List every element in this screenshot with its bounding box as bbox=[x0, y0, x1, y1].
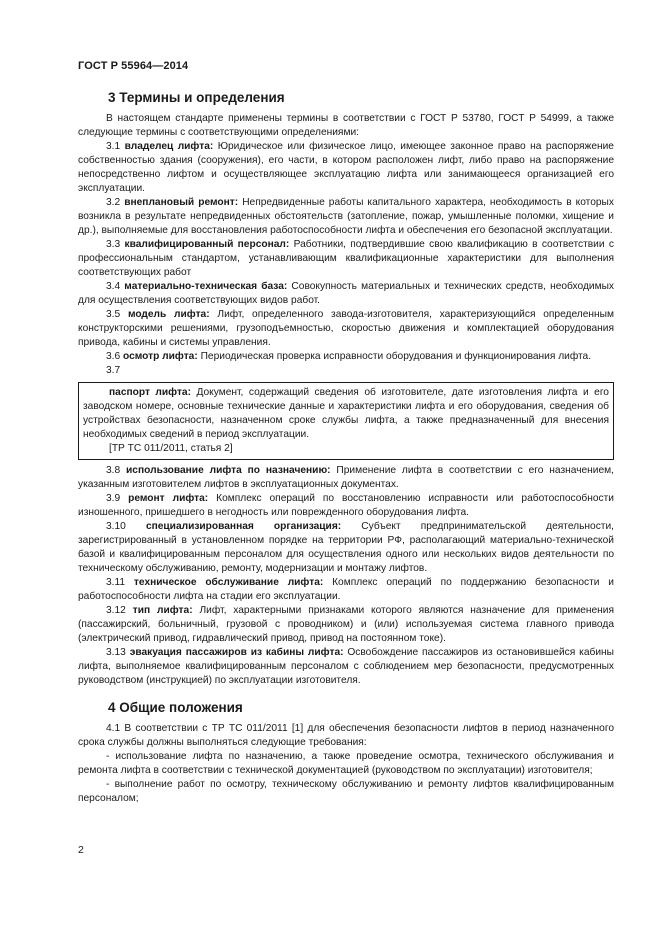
section-4-item: - выполнение работ по осмотру, техническому обслуживанию и ремонту лифтов квалифицированным персоналом; bbox=[78, 779, 614, 804]
term-text: Работники, подтвердившие свою квалификацию в соответствии с профессиональным стандартом, устанавливающим квалификационные характеристики для выполнения соответствующих работ bbox=[78, 239, 614, 278]
term-name: эвакуация пассажиров из кабины лифта: bbox=[129, 647, 344, 658]
term-text: Применение лифта в соответствии с его назначением, указанным изготовителем лифтов в эксплуатационных документах. bbox=[78, 465, 614, 490]
term-definition bbox=[78, 520, 614, 576]
term-definition bbox=[78, 604, 614, 646]
term-definition bbox=[78, 464, 614, 492]
term-name: квалифицированный персонал: bbox=[124, 239, 290, 250]
term-3-7-source: [ТР ТС 011/2011, статья 2] bbox=[109, 443, 233, 454]
term-3-7-definition bbox=[83, 386, 609, 442]
term-name: осмотр лифта: bbox=[123, 351, 198, 362]
terms-list-continued bbox=[78, 464, 614, 688]
term-number: 3.1 bbox=[106, 141, 121, 152]
section-3-title: 3 Термины и определения bbox=[108, 90, 285, 105]
document-header: ГОСТ Р 55964—2014 bbox=[78, 60, 189, 72]
term-definition bbox=[78, 492, 614, 520]
section-4-title: 4 Общие положения bbox=[108, 700, 243, 715]
term-name: техническое обслуживание лифта: bbox=[133, 577, 324, 588]
term-name: модель лифта: bbox=[127, 309, 210, 320]
term-name: тип лифта: bbox=[132, 605, 193, 616]
term-name: внеплановый ремонт: bbox=[124, 197, 239, 208]
term-definition bbox=[78, 196, 614, 238]
term-number: 3.2 bbox=[106, 197, 121, 208]
term-number: 3.12 bbox=[106, 605, 126, 616]
term-text: Лифт, характерными признаками которого являются назначение для применения (пассажирский, больничный, грузовой с проводником) и (или) используемая система главного привода (электрический привод, гидравлический привод, привод на постоянном токе). bbox=[78, 605, 614, 644]
term-definition bbox=[78, 140, 614, 196]
term-text: Освобождение пассажиров из остановившейся кабины лифта, выполняемое квалифицированным персоналом с соблюдением мер безопасности, предусмотренных руководством (инструкцией) по эксплуатации изготовителя. bbox=[78, 647, 614, 686]
term-number: 3.6 bbox=[106, 351, 121, 362]
quoted-definition-box bbox=[78, 382, 614, 460]
term-number: 3.10 bbox=[106, 521, 126, 532]
terms-list bbox=[78, 140, 614, 364]
section-4 bbox=[78, 700, 614, 806]
section-3-intro: В настоящем стандарте применены термины в соответствии с ГОСТ Р 53780, ГОСТ Р 54999, а также следующие термины с соответствующими определениями: bbox=[78, 113, 614, 138]
term-3-7-number: 3.7 bbox=[106, 365, 121, 376]
term-3-7-term: паспорт лифта: bbox=[109, 387, 191, 398]
term-definition bbox=[78, 238, 614, 280]
term-text: Субъект предпринимательской деятельности, зарегистрированный в установленном порядке на территории РФ, располагающий материально-технической базой и квалифицированным персоналом для осуществления одного или нескольких видов деятельности по техническому обслуживанию, ремонту, модернизации и монтажу лифтов. bbox=[78, 521, 614, 574]
page-content bbox=[78, 90, 614, 806]
term-definition bbox=[78, 280, 614, 308]
term-text: Непредвиденные работы капитального характера, необходимость в которых возникла в результате непредвиденных обстоятельств (затопление, пожар, умышленные поломки, хищение и др.), выполняемые для восстановления работоспособности лифта и обеспечения его безопасной эксплуатации. bbox=[78, 197, 614, 236]
term-text: Лифт, определенного завода-изготовителя, характеризующийся определенным конструкторскими решениями, грузоподъемностью, скоростью движения и комплектацией оборудования привода, кабины и системы управления. bbox=[78, 309, 614, 348]
section-4-p1: 4.1 В соответствии с ТР ТС 011/2011 [1] для обеспечения безопасности лифтов в период назначенного срока службы должны выполняться следующие требования: bbox=[78, 723, 614, 748]
term-text: Комплекс операций по поддержанию безопасности и работоспособности лифта на стадии его эксплуатации. bbox=[78, 577, 614, 602]
term-text: Юридическое или физическое лицо, имеющее законное право на распоряжение собственностью здания (сооружения), его части, в котором расположен лифт, либо право на распоряжение непосредственно лифтом и осуществляющее эксплуатацию лифта или занимающееся организацией его эксплуатации. bbox=[78, 141, 614, 194]
term-text: Совокупность материальных и технических средств, необходимых для осуществления соответствующих видов работ. bbox=[78, 281, 614, 306]
term-name: использование лифта по назначению: bbox=[126, 465, 331, 476]
term-definition bbox=[78, 576, 614, 604]
term-definition bbox=[78, 646, 614, 688]
term-text: Периодическая проверка исправности оборудования и функционирования лифта. bbox=[200, 351, 592, 362]
term-definition bbox=[78, 308, 614, 350]
term-number: 3.5 bbox=[106, 309, 121, 320]
term-name: владелец лифта: bbox=[124, 141, 214, 152]
term-number: 3.13 bbox=[106, 647, 126, 658]
term-name: ремонт лифта: bbox=[128, 493, 209, 504]
term-number: 3.9 bbox=[106, 493, 121, 504]
term-3-7-text: Документ, содержащий сведения об изготовителе, дате изготовления лифта и его заводском номере, основные технические данные и характеристики лифта и его оборудования, сведения об устройствах безопасности, назначенном сроке службы лифта, а также предназначенный для внесения необходимых сведений в период эксплуатации. bbox=[83, 387, 609, 440]
term-name: материально-техническая база: bbox=[124, 281, 288, 292]
section-4-item: - использование лифта по назначению, а также проведение осмотра, технического обслуживания и ремонта лифта в соответствии с технической документацией (руководством по эксплуатации) изготовителя; bbox=[78, 751, 614, 776]
term-name: специализированная организация: bbox=[145, 521, 342, 532]
term-number: 3.3 bbox=[106, 239, 121, 250]
term-number: 3.4 bbox=[106, 281, 121, 292]
term-number: 3.8 bbox=[106, 465, 121, 476]
term-definition bbox=[78, 350, 614, 364]
term-number: 3.11 bbox=[106, 577, 126, 588]
term-text: Комплекс операций по восстановлению исправности или работоспособности изношенного, пришедшего в негодность или поврежденного оборудования лифта. bbox=[78, 493, 614, 518]
page-number: 2 bbox=[78, 844, 84, 856]
